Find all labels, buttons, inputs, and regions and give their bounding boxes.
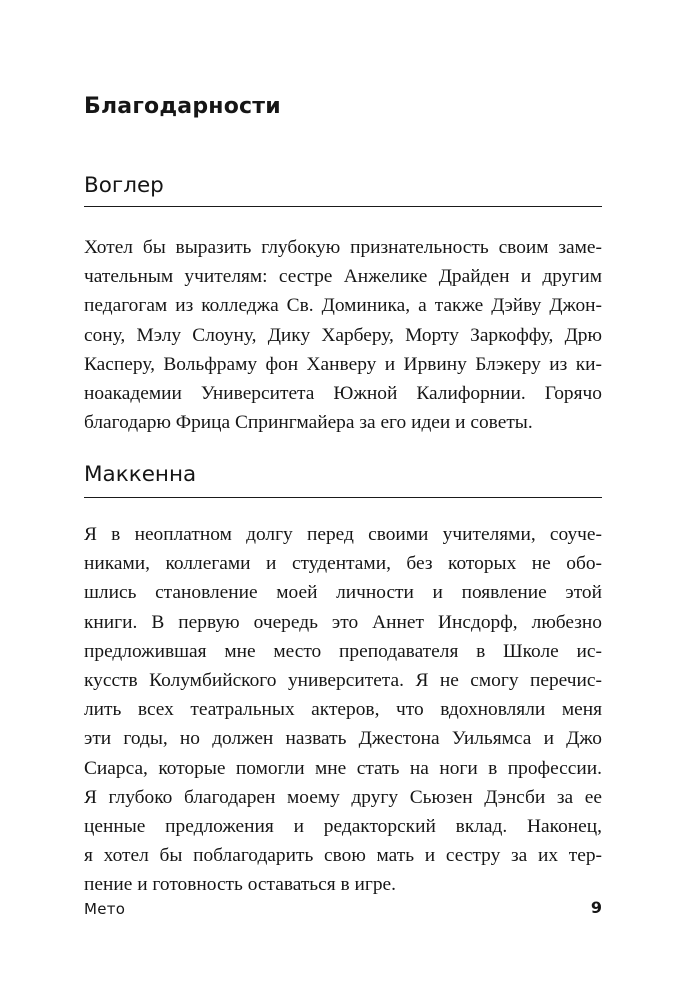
paragraph-line: эти годы, но должен назвать Джестона Уильямса и Джо [84,728,602,750]
section-paragraph [84,520,602,900]
paragraph-line: книги. В первую очередь это Аннет Инсдорф, любезно [84,611,602,633]
paragraph-line: лить всех театральных актеров, что вдохновляли меня [84,699,602,721]
paragraph-line: Хотел бы выразить глубокую признательность своим заме- [84,237,602,258]
paragraph-line: я хотел бы поблагодарить свою мать и сестру за их тер- [84,845,602,867]
section-divider [84,206,602,207]
paragraph-line: сону, Мэлу Слоуну, Дику Харберу, Морту Заркоффу, Дрю [84,324,602,346]
section-heading: Маккенна [84,462,197,487]
paragraph-line: шлись становление моей личности и появление этой [84,582,602,604]
paragraph-line: ноакадемии Университета Южной Калифорнии. Горячо [84,383,602,405]
section-paragraph [84,233,602,437]
paragraph-line: благодарю Фрица Спрингмайера за его идеи и советы. [84,412,533,434]
footer-publisher-label: Мето [84,900,126,918]
paragraph-line: пение и готовность оставаться в игре. [84,874,397,896]
paragraph-line: предложившая мне место преподавателя в Школе ис- [84,640,602,662]
paragraph-line: педагогам из колледжа Св. Доминика, а также Дэйву Джон- [84,295,602,317]
page-number: 9 [590,898,602,917]
paragraph-line: Я в неоплатном долгу перед своими учителями, соуче- [84,524,602,545]
paragraph-line: Я глубоко благодарен моему другу Сьюзен Дэнсби за ее [84,786,602,808]
paragraph-line: никами, коллегами и студентами, без которых не обо- [84,553,602,575]
paragraph-line: чательным учителям: сестре Анжелике Драйден и другим [84,266,602,288]
section-heading: Воглер [84,173,164,198]
paragraph-line: кусств Колумбийского университета. Я не смогу перечис- [84,670,602,692]
paragraph-line: Сиарса, которые помогли мне стать на ноги в профессии. [84,757,602,779]
page-title: Благодарности [84,94,281,119]
paragraph-line: Касперу, Вольфраму фон Ханверу и Ирвину Блэкеру из ки- [84,353,602,375]
section-divider [84,497,602,498]
paragraph-line: ценные предложения и редакторский вклад. Наконец, [84,816,602,838]
